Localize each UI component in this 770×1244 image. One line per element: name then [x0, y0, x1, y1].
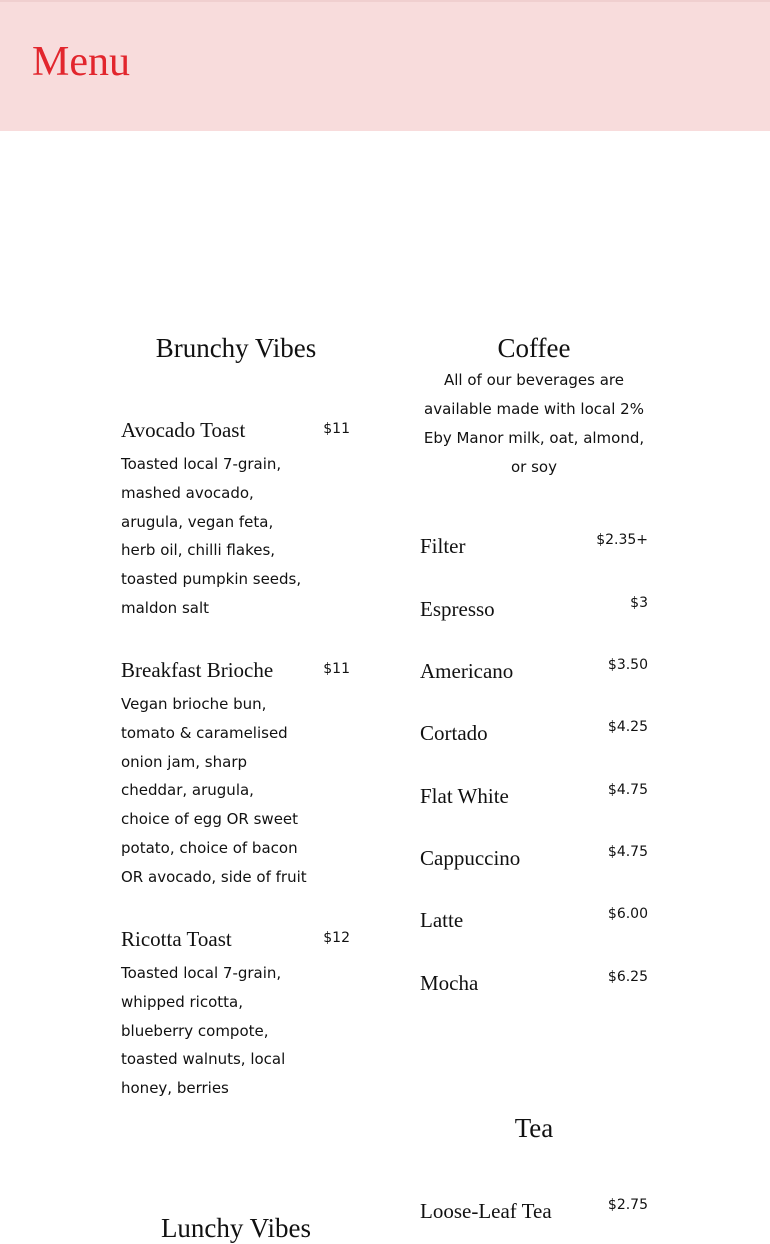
menu-item-price: $2.75: [607, 1197, 648, 1213]
menu-item-price: $6.00: [607, 906, 648, 922]
menu-item-latte: [420, 907, 648, 937]
menu-item-description: Vegan brioche bun, tomato & caramelised onion jam, sharp cheddar, arugula, choice of egg OR sweet potato, choice of bacon OR avocado, side of fruit: [121, 695, 307, 886]
menu-item-name: Americano: [420, 659, 514, 683]
brunch-section-title: Brunchy Vibes: [155, 333, 317, 363]
menu-item-price: $6.25: [607, 969, 648, 985]
menu-item-filter: [420, 533, 648, 563]
tea-section-title: Tea: [514, 1113, 554, 1143]
coffee-section-title: Coffee: [497, 333, 571, 363]
menu-item-price: $11: [323, 421, 350, 437]
menu-item-price: $3: [630, 595, 648, 611]
menu-item-price: $4.25: [607, 719, 648, 735]
page-title: Menu: [32, 39, 130, 85]
menu-item-name: Latte: [420, 908, 464, 932]
menu-item-name: Loose-Leaf Tea: [420, 1199, 552, 1223]
menu-item-description: Toasted local 7-grain, mashed avocado, arugula, vegan feta, herb oil, chilli flakes, toasted pumpkin seeds, maldon salt: [121, 455, 302, 617]
menu-item-name: Flat White: [420, 784, 509, 808]
menu-item-name: Ricotta Toast: [121, 927, 232, 951]
coffee-milk-note: All of our beverages are available made with local 2% Eby Manor milk, oat, almond, or soy: [423, 371, 645, 476]
menu-item-name: Avocado Toast: [121, 418, 246, 442]
menu-item-price: $4.75: [607, 844, 648, 860]
menu-item-name: Filter: [420, 534, 466, 558]
menu-item-flat-white: [420, 783, 648, 813]
menu-item-name: Mocha: [420, 971, 479, 995]
menu-item-mocha: [420, 970, 648, 1000]
menu-item-espresso: [420, 596, 648, 626]
page-header: [0, 0, 770, 131]
menu-item-price: $12: [323, 930, 350, 946]
menu-item-price: $3.50: [607, 657, 648, 673]
menu-item-americano: [420, 658, 648, 688]
menu-item-cappuccino: [420, 845, 648, 875]
menu-item-price: $4.75: [607, 782, 648, 798]
menu-item-description: Toasted local 7-grain, whipped ricotta, blueberry compote, toasted walnuts, local honey, berries: [121, 964, 286, 1097]
menu-item-name: Espresso: [420, 597, 495, 621]
lunch-section-title: Lunchy Vibes: [160, 1213, 312, 1243]
menu-item-price: $11: [323, 661, 350, 677]
menu-item-name: Breakfast Brioche: [121, 658, 274, 682]
menu-item-price: $2.35+: [596, 532, 648, 548]
menu-item-cortado: [420, 720, 648, 750]
menu-item-loose-leaf-tea: [420, 1198, 648, 1228]
menu-item-name: Cortado: [420, 721, 488, 745]
menu-item-name: Cappuccino: [420, 846, 521, 870]
